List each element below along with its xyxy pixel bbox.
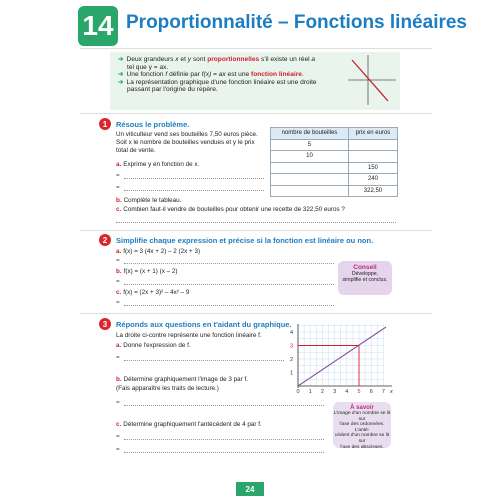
intro-line-5: passant par l'origine du repère. [127, 86, 218, 93]
exercise-3-question-c: c. Détermine graphiquement l'antécédent de 4 par f. [116, 421, 262, 428]
exercise-1-text: Un viticulteur vend ses bouteilles 7,50 euros pièce. Soit x le nombre de bouteilles vendues et y le prix total de vente. [116, 131, 258, 154]
exercise-1-question-a: a. Exprime y en fonction de x. [116, 161, 200, 168]
conseil-title: Conseil [353, 264, 377, 271]
linear-function-graph [288, 322, 394, 396]
arrow-icon: ➔ [118, 56, 124, 63]
exercise-3-question-b: b. Détermine graphiquement l'image de 3 par f. [116, 376, 249, 383]
exercise-2-question-c: c. f(x) = (2x + 3)² – 4x² – 9 [116, 289, 190, 296]
equals-sign: = [116, 399, 120, 406]
exercise-1-question-b: b. Complète le tableau. [116, 197, 182, 204]
equals-sign: = [116, 172, 120, 179]
bottles-price-table [270, 127, 398, 197]
exercise-3-text: La droite ci-contre représente une fonction linéaire f. [116, 332, 262, 339]
intro-line-3: ➔ Une fonction f définie par f(x) = ax est une fonction linéaire. [118, 71, 304, 78]
table-row: 5 [271, 139, 398, 151]
x-tick-label: 1 [308, 389, 312, 395]
equals-sign: = [116, 433, 120, 440]
section-divider [80, 113, 432, 114]
section-divider [80, 230, 432, 231]
equals-sign: = [116, 446, 120, 453]
equals-sign: = [116, 354, 120, 361]
table-row: 322,50 [271, 185, 398, 197]
answer-line[interactable] [124, 263, 334, 264]
exercise-1-number: 1 [99, 118, 111, 130]
intro-text [118, 56, 343, 94]
answer-line[interactable] [124, 284, 334, 285]
conseil-box: Conseil Développe, simplifie et conclus. [338, 261, 392, 295]
answer-line[interactable] [124, 305, 334, 306]
table-cell-input[interactable] [348, 151, 397, 163]
y-tick-label: 4 [290, 330, 294, 336]
exercise-2-question-a: a. f(x) = 3 (4x + 2) – 2 (2x + 3) [116, 248, 201, 255]
x-tick-label: 4 [345, 389, 349, 395]
page-number: 24 [236, 482, 264, 496]
intro-mini-graph [348, 55, 396, 105]
page-title: Proportionnalité – Fonctions linéaires [126, 12, 467, 33]
table-cell-input[interactable] [271, 162, 349, 174]
answer-line[interactable] [124, 405, 324, 406]
x-tick-label: 6 [369, 389, 373, 395]
header-divider [80, 48, 432, 49]
exercise-3-number: 3 [99, 318, 111, 330]
intro-line-1: ➔ Deux grandeurs x et y sont proportionnelles s'il existe un réel a [118, 56, 316, 63]
arrow-icon: ➔ [118, 71, 124, 78]
table-cell-input[interactable] [271, 174, 349, 186]
x-tick-label: 2 [320, 389, 324, 395]
x-axis-label: x [390, 389, 393, 395]
exercise-2-number: 2 [99, 234, 111, 246]
arrow-icon: ➔ [118, 78, 124, 86]
graph-grid [298, 324, 383, 386]
equals-sign: = [116, 299, 120, 306]
y-tick-label: 2 [290, 357, 294, 363]
exercise-3-question-a: a. Donne l'expression de f. [116, 342, 191, 349]
answer-line[interactable] [124, 360, 284, 361]
answer-line[interactable] [116, 222, 396, 223]
x-tick-label: 5 [357, 389, 361, 395]
answer-line[interactable] [124, 178, 264, 179]
exercise-1-title: Résous le problème. [116, 120, 190, 129]
exercise-2-question-b: b. f(x) = (x + 1) (x – 2) [116, 268, 178, 275]
table-row: 10 [271, 151, 398, 163]
exercise-2-title: Simplifie chaque expression et précise si la fonction est linéaire ou non. [116, 236, 374, 245]
exercise-3-question-b-note: (Fais apparaître les traits de lecture.) [116, 385, 219, 392]
equals-sign: = [116, 257, 120, 264]
table-header-bottles: nombre de bouteilles [271, 128, 349, 140]
table-row: 150 [271, 162, 398, 174]
table-cell-input[interactable] [348, 139, 397, 151]
y-tick-label: 3 [290, 343, 294, 350]
asavoir-title: À savoir [350, 405, 374, 411]
exercise-1-question-c: c. Combien faut-il vendre de bouteilles pour obtenir une recette de 322,50 euros ? [116, 206, 345, 213]
chapter-number: 14 [78, 6, 118, 46]
function-line [298, 327, 386, 386]
intro-line-4: ➔ La représentation graphique d'une fonction linéaire est une droite [118, 78, 317, 86]
x-tick-label: 0 [296, 389, 300, 395]
x-tick-label: 3 [333, 389, 337, 395]
intro-line-2: tel que y = ax. [127, 63, 169, 71]
answer-line[interactable] [124, 190, 264, 191]
answer-line[interactable] [124, 452, 324, 453]
equals-sign: = [116, 278, 120, 285]
table-cell-input[interactable] [271, 185, 349, 197]
x-tick-label: 7 [381, 389, 385, 395]
answer-line[interactable] [124, 439, 324, 440]
equals-sign: = [116, 184, 120, 191]
y-tick-label: 1 [290, 370, 294, 377]
asavoir-box: À savoir L'image d'un nombre se lit sur l'axe des ordonnées. L'anté- cédent d'un nombre se lit sur l'axe des abscisses. [333, 402, 391, 448]
table-header-price: prix en euros [348, 128, 397, 140]
exercise-3-title: Réponds aux questions en t'aidant du graphique. [116, 320, 292, 329]
section-divider [80, 313, 432, 314]
table-row: 240 [271, 174, 398, 186]
